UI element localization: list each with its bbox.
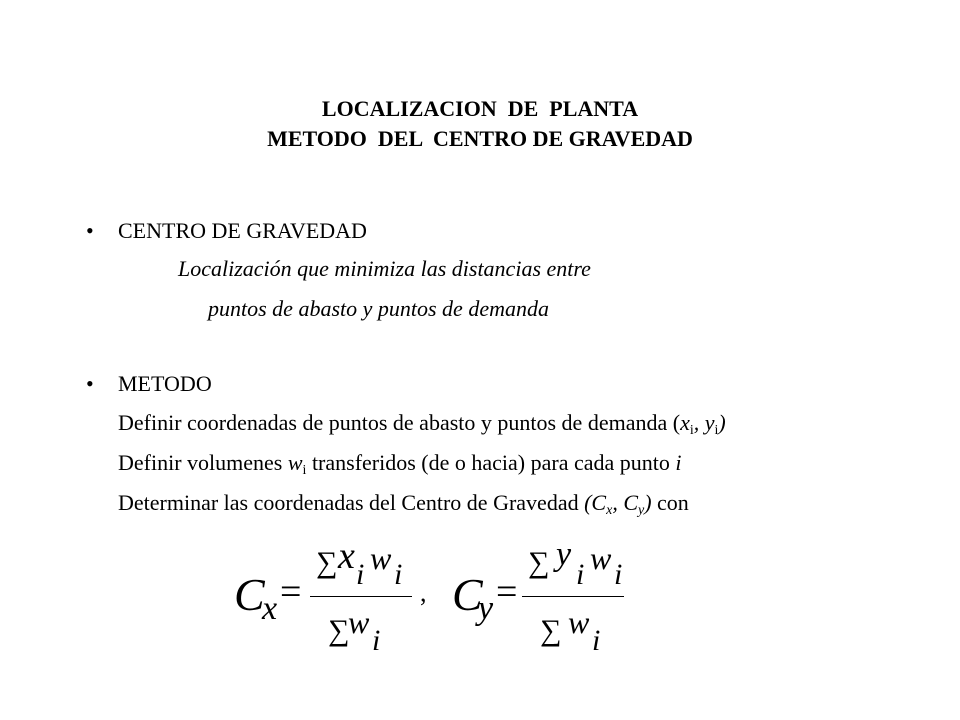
formula-cx-label: C (234, 569, 265, 620)
formula-cy-den-sum: ∑ (540, 614, 562, 647)
step-3-cx-sub: x (606, 503, 613, 518)
centroid-formula (230, 535, 650, 670)
formula-cy-equals: = (496, 571, 518, 613)
title-line-1: LOCALIZACION DE PLANTA (321, 96, 639, 121)
formula-cx-fraction-bar (310, 596, 412, 597)
centro-description-line-1: Localización que minimiza las distancias entre (178, 256, 591, 281)
formula-cx-equals: = (280, 571, 302, 613)
formula-cy-fraction-bar (522, 596, 624, 597)
step-3-close: ) (644, 490, 652, 515)
formula-cy-label: C (452, 569, 483, 620)
step-2-w: w (287, 450, 303, 475)
formula-cy-den-w-sub: i (592, 624, 601, 657)
formula-cx-num-w: w (370, 540, 392, 576)
step-1-x: x (680, 410, 690, 435)
formula-cx-sub: x (262, 590, 278, 627)
step-1-y-sub: i (714, 423, 719, 438)
step-1-close: ) (718, 410, 726, 435)
formula-cx-den-w-sub: i (372, 624, 381, 657)
formula-cx-den-sum: ∑ (328, 614, 350, 647)
formula-cx-num-x: x (338, 535, 355, 577)
metodo-step-2 (118, 449, 682, 477)
step-2-i: i (675, 450, 682, 475)
formula-cy-num-sum: ∑ (528, 546, 550, 579)
formula-cx-num-x-sub: i (356, 558, 365, 591)
formula-cy-num-w-sub: i (614, 558, 623, 591)
step-2-w-sub: i (302, 463, 307, 478)
centro-heading: CENTRO DE GRAVEDAD (118, 218, 367, 243)
step-1-sep: , (693, 410, 705, 435)
bullet-centro: • (86, 218, 94, 243)
metodo-step-1 (118, 409, 726, 437)
formula-cy-den-w: w (568, 604, 590, 640)
step-3-cy-sub: y (638, 503, 645, 518)
metodo-heading: METODO (118, 371, 212, 396)
centro-description-line-2: puntos de abasto y puntos de demanda (208, 296, 549, 321)
step-2-text-2: transferidos (de o hacia) para cada punto (306, 450, 676, 475)
formula-cy-num-w: w (590, 540, 612, 576)
title-line-2: METODO DEL CENTRO DE GRAVEDAD (267, 126, 693, 151)
metodo-step-3 (118, 489, 689, 517)
step-3-text: Determinar las coordenadas del Centro de Gravedad (118, 490, 585, 515)
step-3-open: (C (584, 490, 607, 515)
formula-cy-sub: y (478, 590, 494, 627)
step-1-text: Definir coordenadas de puntos de abasto y puntos de demanda ( (118, 410, 681, 435)
step-1-y: y (704, 410, 715, 435)
step-2-text: Definir volumenes (118, 450, 288, 475)
bullet-metodo: • (86, 371, 94, 396)
slide-title (0, 94, 960, 154)
step-1-x-sub: i (689, 423, 694, 438)
formula-cy-num-y-sub: i (576, 558, 585, 591)
formula-cx-den-w: w (348, 604, 370, 640)
formula-cx-num-w-sub: i (394, 558, 403, 591)
formula-comma: , (420, 578, 427, 607)
formula-cx-num-sum: ∑ (316, 546, 338, 579)
step-3-text-2: con (651, 490, 689, 515)
step-3-sep: , C (612, 490, 638, 515)
formula-cy-num-y: y (556, 536, 572, 573)
